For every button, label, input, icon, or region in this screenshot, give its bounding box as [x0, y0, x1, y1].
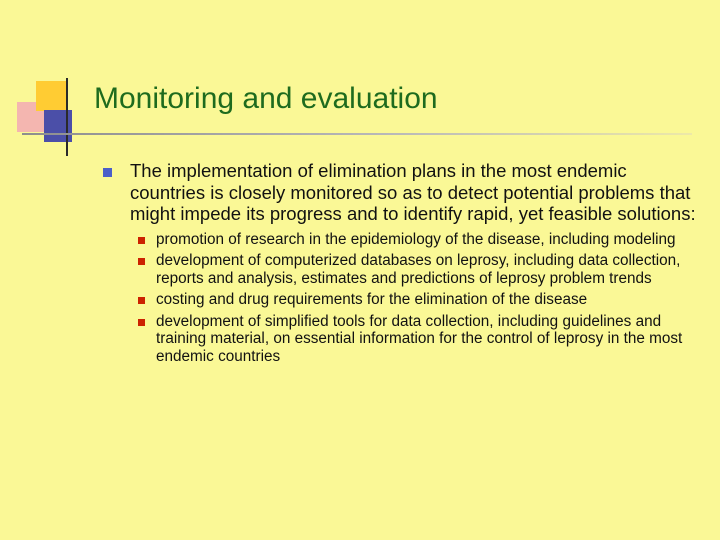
slide-title: Monitoring and evaluation — [94, 82, 438, 115]
list-item-label: The implementation of elimination plans in the most endemic countries is closely monitored so as to detect potential problems that might impede its progress and to identify rapid, yet feasible solutions: — [130, 160, 696, 225]
list-item — [136, 291, 700, 308]
list-item — [136, 231, 700, 248]
square-bullet-icon — [138, 297, 145, 304]
square-bullet-icon — [138, 237, 145, 244]
list-item-label: costing and drug requirements for the elimination of the disease — [156, 291, 588, 309]
yellow-square-icon — [36, 81, 66, 111]
title-divider — [22, 133, 692, 135]
sub-list — [136, 231, 700, 365]
list-item-label: development of computerized databases on leprosy, including data collection, reports and analysis, estimates and predictions of leprosy problem trends — [156, 252, 681, 287]
decorative-logo — [14, 78, 92, 156]
list-item — [100, 160, 700, 225]
square-bullet-icon — [138, 319, 145, 326]
list-item-label: development of simplified tools for data collection, including guidelines and training material, on essential information for the control of leprosy in the most endemic countries — [156, 312, 683, 365]
vertical-bar-icon — [66, 78, 68, 156]
list-item-label: promotion of research in the epidemiology of the disease, including modeling — [156, 230, 676, 248]
list-item — [136, 313, 700, 365]
list-item — [136, 252, 700, 287]
slide-body — [100, 160, 700, 369]
square-bullet-icon — [103, 168, 112, 177]
square-bullet-icon — [138, 258, 145, 265]
